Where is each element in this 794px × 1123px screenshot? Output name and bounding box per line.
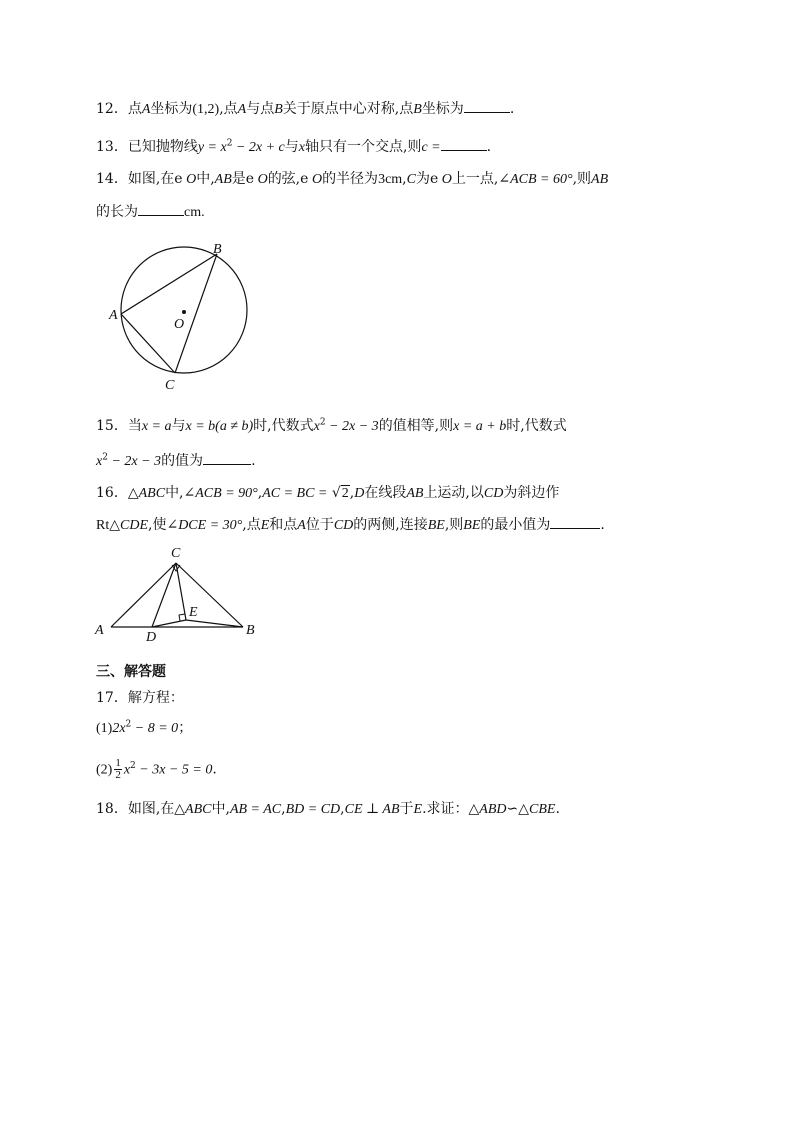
answer-blank[interactable]: [464, 98, 510, 113]
chord-ab: [121, 254, 217, 314]
question-17-part-2: (2) $\frac{1}{2}$ $x^2 - 3x - 5 = 0$.: [96, 757, 217, 781]
question-16: 16．△ABC中,∠ACB = 90°,AC = BC = √2,D在线段AB上运动,以CD为斜边作: [96, 485, 560, 501]
question-14: 14．如图,在e O中,AB是e O的弦,e O的半径为3cm,C为e O上一点,∠ACB = 60°,则AB: [96, 171, 609, 187]
question-17: 17．解方程：: [96, 690, 184, 706]
label-c: C: [171, 546, 181, 561]
question-13: 13．已知抛物线$y = x^2 - 2x + c$与x轴只有一个交点,则c = .: [96, 136, 491, 158]
label-b: B: [246, 623, 255, 638]
answer-blank[interactable]: [138, 201, 184, 216]
label-e: E: [189, 605, 198, 620]
circle-symbol: e: [174, 171, 183, 187]
label-d: D: [146, 630, 157, 645]
answer-blank[interactable]: [550, 514, 600, 529]
segment-cd: [152, 563, 176, 627]
side-ac: [111, 563, 176, 627]
label-a: A: [109, 308, 118, 323]
question-number: 13．: [96, 139, 128, 155]
question-number: 15．: [96, 418, 128, 434]
segment-de: [152, 620, 186, 627]
label-o: O: [174, 317, 185, 332]
circle-symbol: e: [300, 171, 309, 187]
center-point: [182, 310, 186, 314]
chord-bc: [175, 254, 217, 373]
question-15: 15．当x = a与x = b(a ≠ b)时,代数式$x^2 - 2x - 3$的值相等,则x = a + b时,代数式: [96, 417, 567, 434]
question-number: 16．: [96, 485, 128, 501]
question-12: 12．点A坐标为(1,2),点A与点B关于原点中心对称,点B坐标为 .: [96, 98, 514, 120]
label-b: B: [213, 242, 222, 257]
question-number: 18．: [96, 801, 128, 817]
section-heading: 三、解答题: [96, 664, 166, 680]
circle-symbol: e: [429, 171, 439, 187]
figure-triangle: [92, 543, 272, 645]
question-18: 18．如图,在△ABC中,AB = AC,BD = CD,CE ⊥ AB于E.求证：△ABD∽△CBE.: [96, 801, 560, 817]
question-number: 14．: [96, 171, 128, 187]
question-16-line-2: Rt△CDE,使∠DCE = 30°,点E和点A位于CD的两侧,连接BE,则BE的最小值为 .: [96, 514, 605, 536]
question-17-part-1: $(1)2x^2 - 8 = 0$；: [96, 719, 193, 736]
question-14-line-2: 的长为 cm.: [96, 201, 205, 223]
question-number: 17．: [96, 690, 128, 706]
figure-circle: [100, 238, 260, 398]
label-c: C: [165, 378, 175, 393]
segment-be: [186, 620, 243, 627]
question-number: 12．: [96, 101, 128, 117]
label-a: A: [95, 623, 104, 638]
circle-symbol: e: [245, 171, 255, 187]
question-15-line-2: $x^2 - 2x - 3$的值为 .: [96, 450, 256, 472]
answer-blank[interactable]: [203, 450, 251, 465]
answer-blank[interactable]: [441, 136, 487, 151]
chord-ac: [121, 314, 175, 373]
fraction-one-half: $\frac{1}{2}$: [115, 757, 121, 781]
